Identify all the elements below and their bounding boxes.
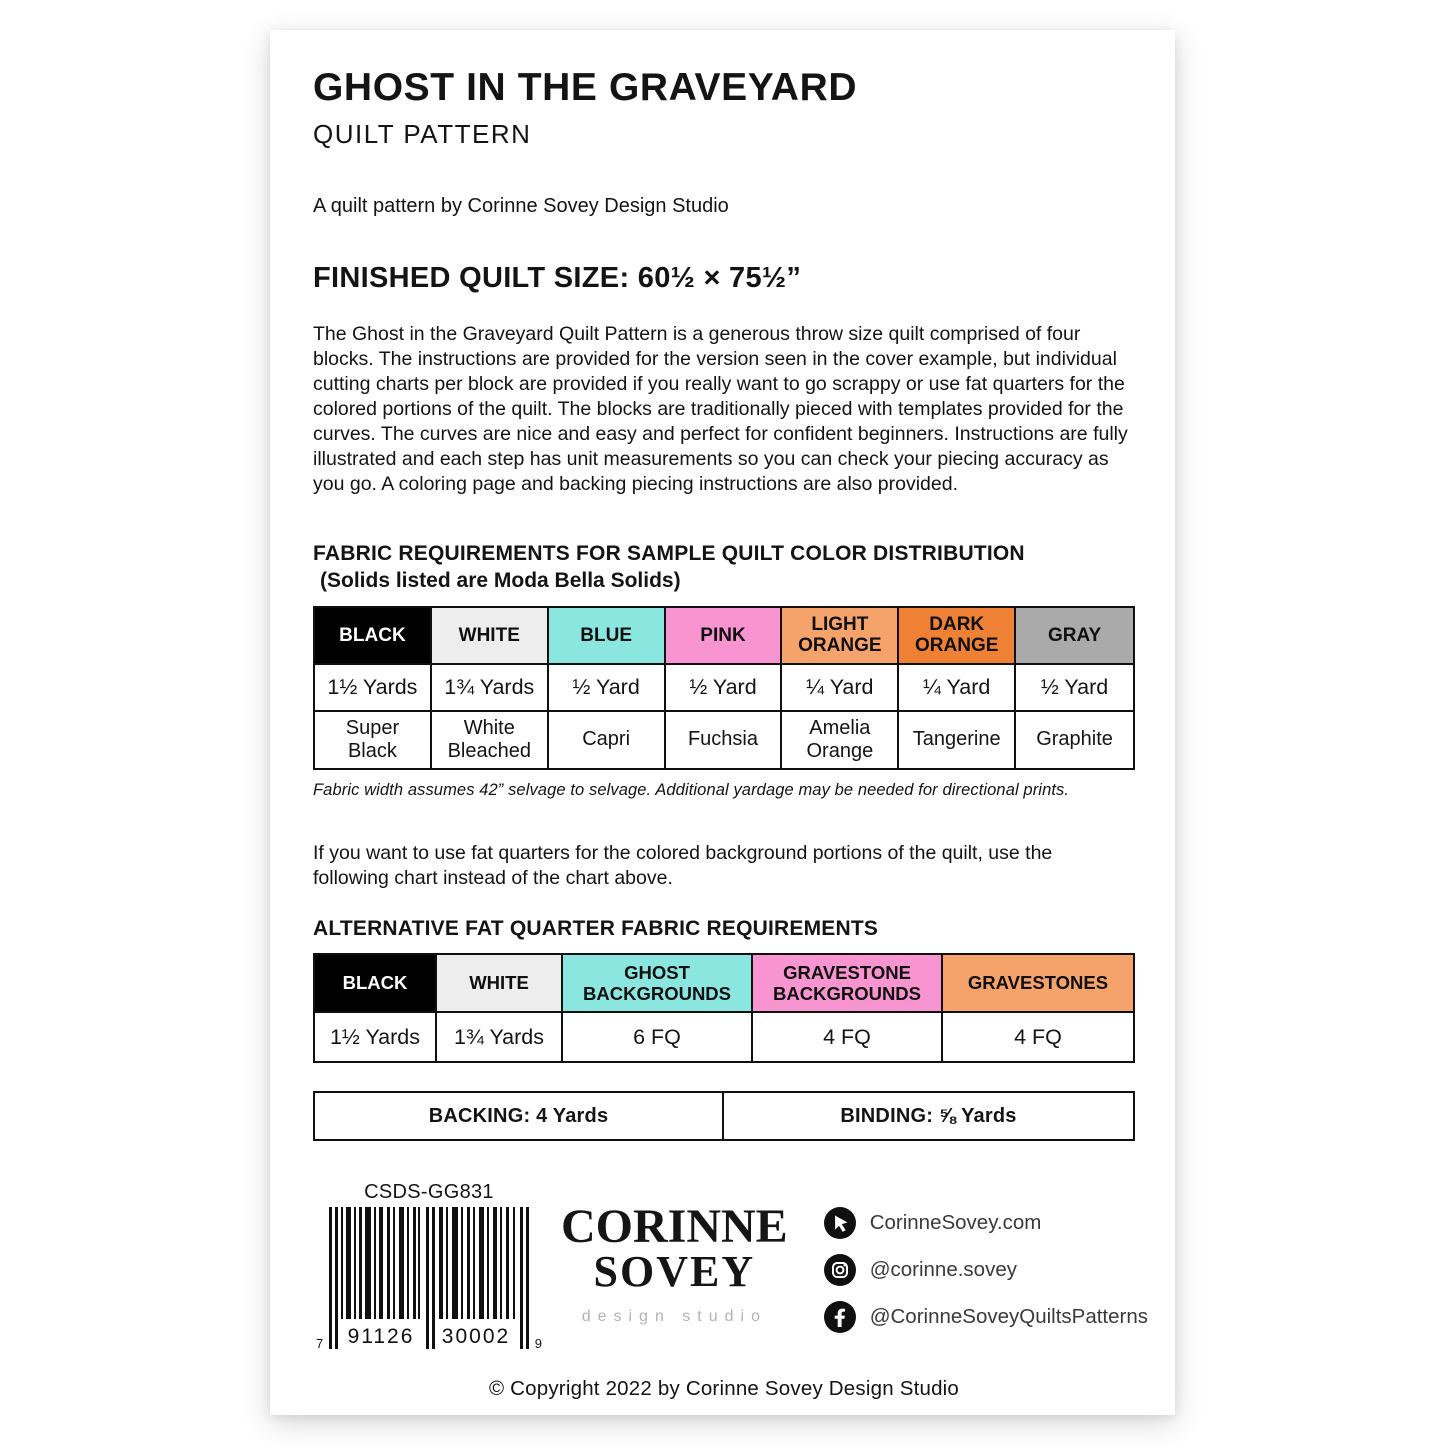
website-link-label: CorinneSovey.com	[869, 1211, 1042, 1235]
website-link-row	[824, 1207, 1148, 1239]
logo-text-line2: SOVEY	[593, 1246, 756, 1296]
instagram-link-label: @corinne.sovey	[869, 1258, 1017, 1282]
instagram-link-row	[824, 1254, 1148, 1286]
solid-name-cell: Capri	[549, 712, 666, 768]
yardage-cell: ¼ Yard	[782, 665, 899, 712]
solid-name-cell: Super Black	[315, 712, 432, 768]
column-header: LIGHT ORANGE	[782, 608, 899, 665]
solid-name-cell: Tangerine	[899, 712, 1016, 768]
yardage-cell: ¼ Yard	[899, 665, 1016, 712]
solid-name-cell: Fuchsia	[666, 712, 783, 768]
fabric-width-footnote: Fabric width assumes 42” selvage to selvage. Additional yardage may be needed for directional prints.	[313, 780, 1070, 799]
upc-barcode	[316, 1207, 542, 1352]
solid-name-cell: Amelia Orange	[782, 712, 899, 768]
barcode-digit-left: 7	[316, 1336, 324, 1352]
copyright-line: © Copyright 2022 by Corinne Sovey Design Studio	[488, 1377, 960, 1401]
column-header: GRAVESTONE BACKGROUNDS	[753, 955, 943, 1013]
yardage-cell: 1½ Yards	[315, 665, 432, 712]
quantity-cell: 1½ Yards	[315, 1013, 437, 1061]
page-subtitle: QUILT PATTERN	[313, 119, 532, 149]
column-header: GRAVESTONES	[943, 955, 1133, 1013]
yardage-cell: ½ Yard	[549, 665, 666, 712]
pattern-description: The Ghost in the Graveyard Quilt Pattern is a generous throw size quilt comprised of four blocks. The instructions are provided for the version seen in the cover example, but individual cutting charts per block are provided if you really want to go scrappy or use fat quarters for the colored portions of the quilt. The blocks are traditionally pieced with templates provided for the curves. The curves are nice and easy and perfect for confident beginners. Instructions are fully illustrated and each step has unit measurements so you can check your piecing accuracy as you go. A coloring page and backing piecing instructions are also provided.	[313, 323, 1128, 495]
quantity-cell: 6 FQ	[563, 1013, 753, 1061]
column-header: WHITE	[437, 955, 563, 1013]
footer	[313, 1181, 1149, 1352]
website-cursor-icon	[824, 1207, 856, 1239]
yardage-cell: 1¾ Yards	[432, 665, 549, 712]
column-header: BLACK	[315, 955, 437, 1013]
fat-quarter-heading: ALTERNATIVE FAT QUARTER FABRIC REQUIREMENTS	[313, 917, 879, 941]
logo-tagline: design studio	[581, 1307, 767, 1325]
quantity-cell: 4 FQ	[1014, 1024, 1062, 1049]
barcode-digits-group2: 30002	[435, 1319, 517, 1349]
column-header: GHOST BACKGROUNDS	[563, 955, 753, 1013]
barcode-block	[316, 1181, 542, 1352]
fabric-requirements-subheading: (Solids listed are Moda Bella Solids)	[320, 568, 681, 592]
barcode-digits-group1: 91126	[340, 1319, 422, 1349]
fat-quarter-note: If you want to use fat quarters for the colored background portions of the quilt, use the following chart instead of the chart above.	[313, 841, 1053, 890]
yardage-cell: ½ Yard	[1016, 665, 1133, 712]
instagram-icon	[824, 1254, 856, 1286]
quantity-cell: 4 FQ	[753, 1013, 943, 1061]
fabric-requirements-table	[313, 606, 1135, 770]
facebook-link-row	[824, 1301, 1148, 1333]
corinne-sovey-logo	[561, 1181, 788, 1325]
finished-size-heading: FINISHED QUILT SIZE: 60½ × 75½”	[313, 262, 802, 294]
binding-cell: BINDING: ⅝ Yards	[840, 1104, 1017, 1127]
pattern-back-page	[270, 30, 1175, 1415]
column-header: PINK	[666, 608, 783, 665]
backing-cell: BACKING: 4 Yards	[315, 1093, 724, 1139]
fabric-requirements-heading: FABRIC REQUIREMENTS FOR SAMPLE QUILT COLOR DISTRIBUTION	[313, 541, 1025, 565]
sku-label: CSDS-GG831	[364, 1181, 494, 1204]
barcode-digit-right: 9	[534, 1336, 542, 1352]
facebook-link-label: @CorinneSoveyQuiltsPatterns	[869, 1305, 1149, 1329]
social-links	[824, 1181, 1148, 1348]
column-header: GRAY	[1016, 608, 1133, 665]
column-header: BLACK	[315, 608, 432, 665]
solid-name-cell: White Bleached	[432, 712, 549, 768]
byline: A quilt pattern by Corinne Sovey Design Studio	[313, 195, 729, 217]
solid-name-cell: Graphite	[1036, 728, 1113, 751]
backing-binding-table	[313, 1091, 1135, 1141]
page-title: GHOST IN THE GRAVEYARD	[313, 66, 858, 109]
logo-text-line1: CORINNE	[561, 1200, 788, 1254]
column-header: WHITE	[432, 608, 549, 665]
yardage-cell: ½ Yard	[666, 665, 783, 712]
quantity-cell: 1¾ Yards	[437, 1013, 563, 1061]
column-header: DARK ORANGE	[899, 608, 1016, 665]
fat-quarter-table	[313, 953, 1135, 1063]
facebook-icon	[824, 1301, 856, 1333]
column-header: BLUE	[549, 608, 666, 665]
